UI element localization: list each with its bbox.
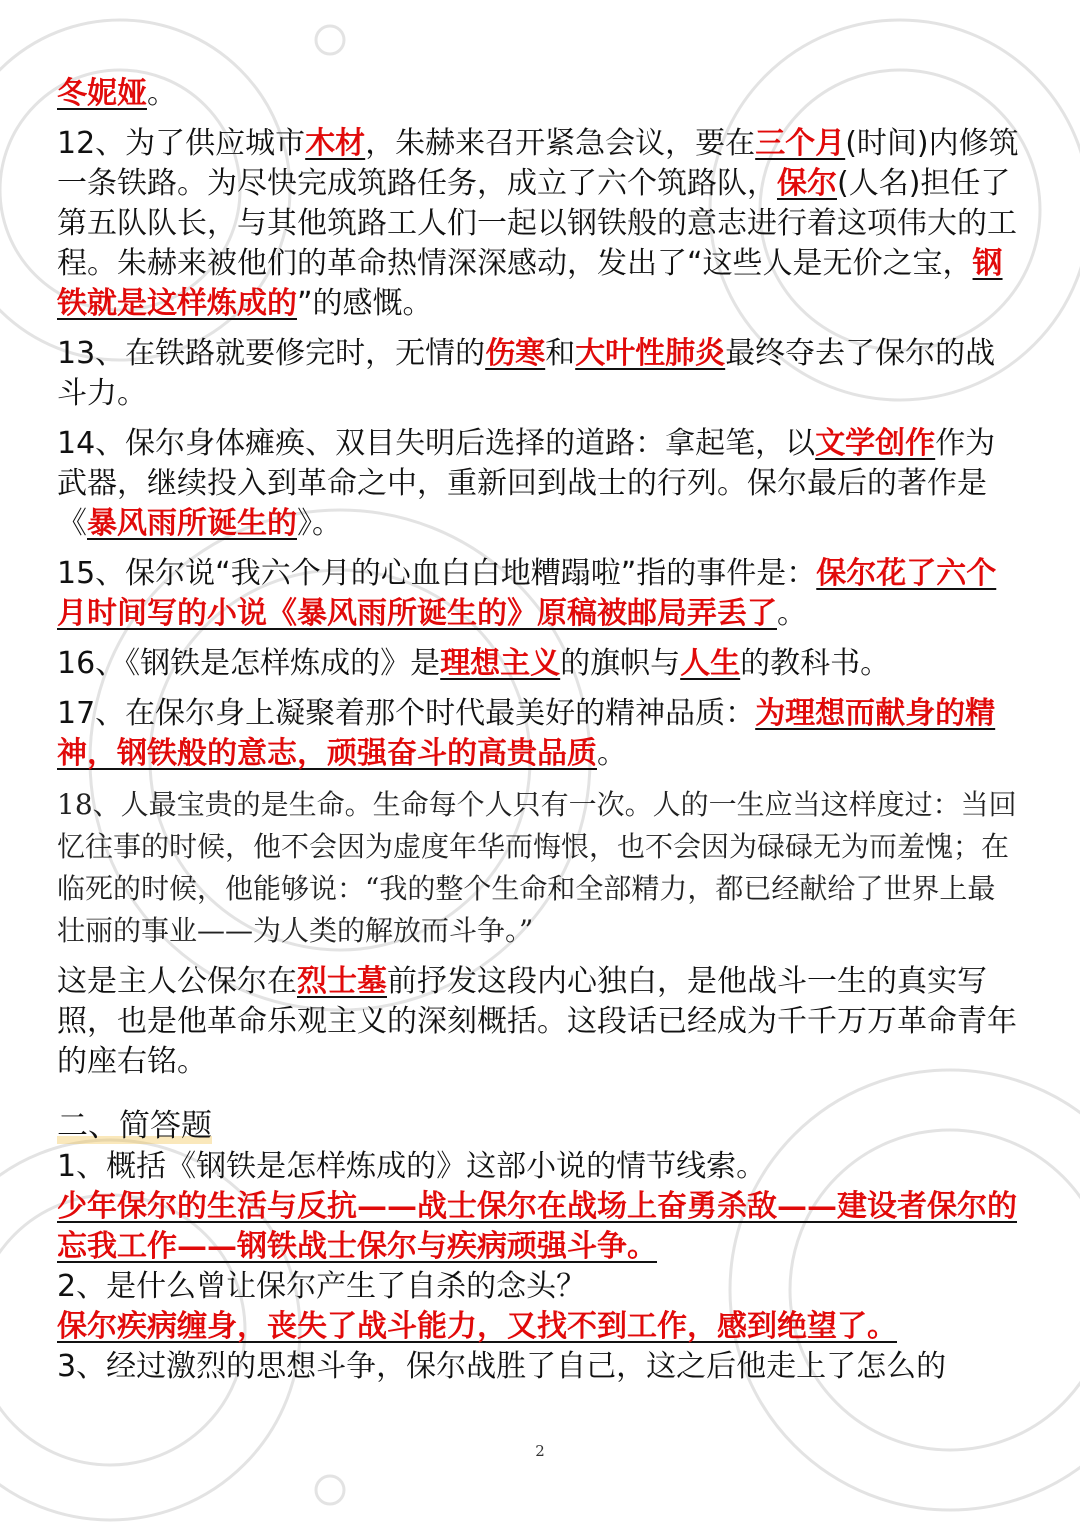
paragraph-13 <box>57 334 1023 414</box>
question-1: 1、概括《钢铁是怎样炼成的》这部小说的情节线索。 <box>57 1149 767 1184</box>
paragraph-14 <box>57 424 1023 544</box>
text: 15、保尔说“我六个月的心血白白地糟蹋啦”指的事件是： <box>57 556 817 591</box>
section-title: 二、简答题 <box>57 1108 212 1144</box>
answer-blank: 伤寒 <box>485 336 546 371</box>
answer-blank: 冬妮娅 <box>57 76 147 111</box>
text: 前抒发这段内心独白，是他战斗一生的真实写照，也是他革命乐观主义的深刻概括。这段话已经成为千千万万革命青年的座右铭。 <box>57 964 1017 1079</box>
answer-blank: 为理想而献身的精神，钢铁般的意志，顽强奋斗的高贵品质 <box>57 696 996 771</box>
text: 》。 <box>297 506 342 541</box>
answer-blank: 暴风雨所诞生的 <box>87 506 297 541</box>
text: 12、为了供应城市 <box>57 126 306 161</box>
paragraph-12 <box>57 124 1023 324</box>
text: 。 <box>777 596 807 631</box>
text: 最终夺去了保尔的战斗力。 <box>57 336 996 411</box>
paragraph-18-quote: 18、人最宝贵的是生命。生命每个人只有一次。人的一生应当这样度过：当回忆往事的时候，他不会因为虚度年华而悔恨，也不会因为碌碌无为而羞愧；在临死的时候，他能够说：“我的整个生命和全部精力，都已经献给了世界上最壮丽的事业——为人类的解放而斗争。” <box>57 788 1017 947</box>
question-2: 2、是什么曾让保尔产生了自杀的念头？ <box>57 1269 587 1304</box>
paragraph-11-end <box>57 74 1023 114</box>
text: 。 <box>147 76 177 111</box>
text: 的旗帜与 <box>560 646 681 681</box>
text: (时间)内修筑一条铁路。为尽快完成筑路任务，成立了六个筑路队， <box>57 126 1019 201</box>
text: ，朱赫来召开紧急会议，要在 <box>365 126 756 161</box>
question-3: 3、经过激烈的思想斗争，保尔战胜了自己，这之后他走上了怎么的 <box>57 1349 947 1384</box>
text: 作为武器，继续投入到革命之中，重新回到战士的行列。保尔最后的著作是《 <box>57 426 996 541</box>
text: 这是主人公保尔在 <box>57 964 297 999</box>
answer-blank: 保尔花了六个月时间写的小说《暴风雨所诞生的》原稿被邮局弄丢了 <box>57 556 997 631</box>
answer-blank: 文学创作 <box>815 426 936 461</box>
answer-blank: 木材 <box>305 126 366 161</box>
text: 和 <box>545 336 576 371</box>
paragraph-18-explanation <box>57 962 1023 1082</box>
answer-1: 少年保尔的生活与反抗——战士保尔在战场上奋勇杀敌——建设者保尔的忘我工作——钢铁战士保尔与疾病顽强斗争。 <box>57 1189 1017 1264</box>
paragraph-17 <box>57 694 1023 774</box>
answer-blank: 保尔 <box>777 166 837 201</box>
answer-blank: 大叶性肺炎 <box>575 336 726 371</box>
answer-blank: 钢铁就是这样炼成的 <box>57 246 1003 321</box>
text: 14、保尔身体瘫痪、双目失明后选择的道路：拿起笔，以 <box>57 426 816 461</box>
text: ”的感慨。 <box>297 286 433 321</box>
text: 13、在铁路就要修完时，无情的 <box>57 336 486 371</box>
text: (人名)担任了第五队队长，与其他筑路工人们一起以钢铁般的意志进行着这项伟大的工程。朱赫来被他们的革命热情深深感动，发出了“这些人是无价之宝， <box>57 166 1017 281</box>
answer-blank: 三个月 <box>755 126 846 161</box>
text: 16、《钢铁是怎样炼成的》是 <box>57 646 441 681</box>
answer-blank: 人生 <box>680 646 741 681</box>
answer-blank: 烈士墓 <box>297 964 387 999</box>
text: 的教科书。 <box>740 646 891 681</box>
answer-blank: 理想主义 <box>440 646 561 681</box>
document-body <box>57 74 1023 1387</box>
paragraph-15 <box>57 554 1023 634</box>
text: 。 <box>597 736 627 771</box>
text: 17、在保尔身上凝聚着那个时代最美好的精神品质： <box>57 696 756 731</box>
answer-2: 保尔疾病缠身，丧失了战斗能力，又找不到工作，感到绝望了。 <box>57 1309 897 1344</box>
paragraph-16 <box>57 644 1023 684</box>
page-number: 2 <box>535 1442 545 1460</box>
